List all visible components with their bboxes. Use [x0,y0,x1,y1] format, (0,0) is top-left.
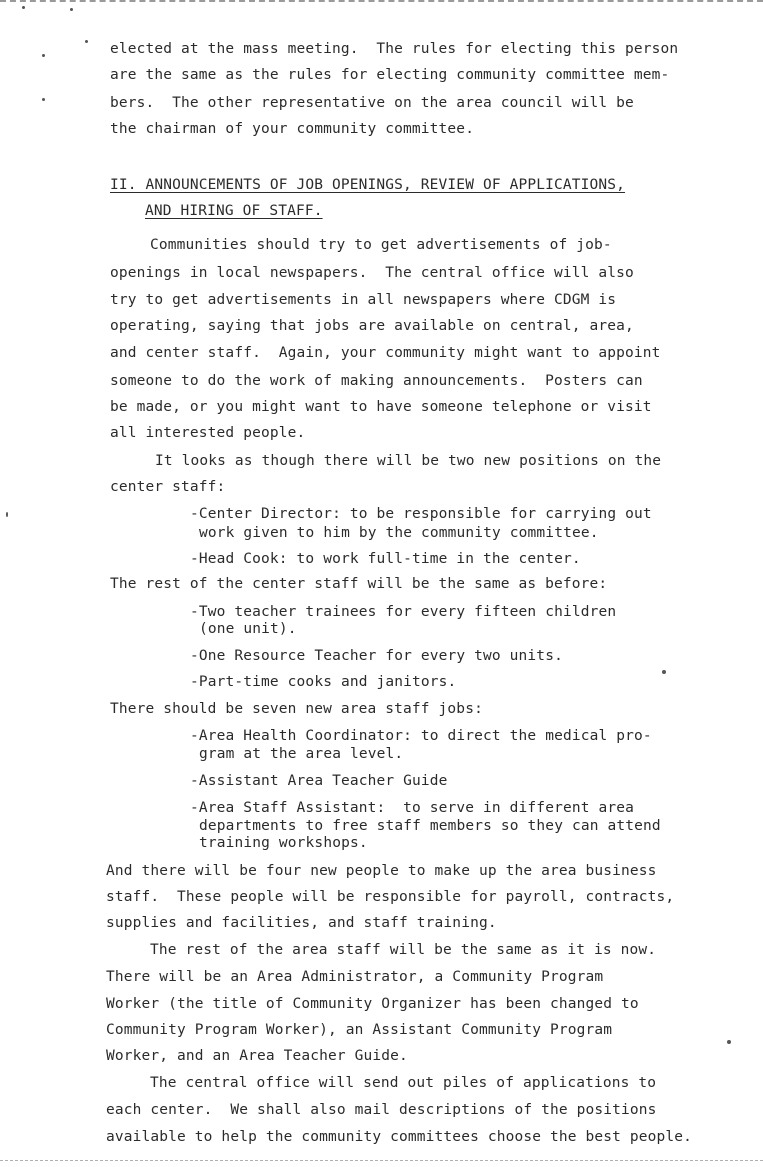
text-line: the chairman of your community committee. [110,121,475,137]
text-line: all interested people. [110,425,306,441]
text-line: There should be seven new area staff jobs: [110,701,483,717]
text-line: staff. These people will be responsible for payroll, contracts, [106,889,675,905]
text-line: each center. We shall also mail descriptions of the positions [106,1102,657,1118]
list-item: -Area Health Coordinator: to direct the medical pro- [190,728,652,744]
text-line: available to help the community committees choose the best people. [106,1129,693,1145]
list-item: gram at the area level. [199,746,404,762]
text-line: and center staff. Again, your community might want to appoint [110,345,661,361]
list-item: -Head Cook: to work full-time in the center. [190,551,581,567]
list-item: -Two teacher trainees for every fifteen children [190,604,617,620]
list-item: work given to him by the community committee. [199,525,599,541]
scan-speck [6,512,8,517]
text-line: It looks as though there will be two new positions on the [155,453,662,469]
text-line: center staff: [110,479,226,495]
list-item: departments to free staff members so they can attend [199,818,661,834]
top-page-edge [0,0,763,6]
scan-speck [42,54,45,57]
text-line: elected at the mass meeting. The rules for electing this person [110,41,679,57]
text-line: And there will be four new people to make up the area business [106,863,657,879]
list-item: -Center Director: to be responsible for carrying out [190,506,652,522]
text-line: someone to do the work of making announcements. Posters can [110,373,643,389]
text-line: operating, saying that jobs are available on central, area, [110,318,634,334]
list-item: -Part-time cooks and janitors. [190,674,457,690]
text-line: are the same as the rules for electing community committee mem- [110,67,670,83]
scan-speck [42,98,45,101]
text-line: Worker, and an Area Teacher Guide. [106,1048,408,1064]
list-item: -One Resource Teacher for every two units. [190,648,563,664]
scan-speck [662,670,666,674]
text-line: try to get advertisements in all newspapers where CDGM is [110,292,617,308]
list-item: (one unit). [199,621,297,637]
text-line: The central office will send out piles of applications to [150,1075,657,1091]
text-line: Communities should try to get advertisements of job- [150,237,612,253]
text-line: bers. The other representative on the area council will be [110,95,634,111]
list-item: -Assistant Area Teacher Guide [190,773,448,789]
list-item: -Area Staff Assistant: to serve in different area [190,800,634,816]
section-heading: II. ANNOUNCEMENTS OF JOB OPENINGS, REVIEW OF APPLICATIONS, [110,177,626,193]
text-line: There will be an Area Administrator, a Community Program [106,969,604,985]
section-heading: AND HIRING OF STAFF. [145,203,323,219]
text-line: The rest of the area staff will be the same as it is now. [150,942,657,958]
text-line: openings in local newspapers. The central office will also [110,265,634,281]
text-line: Community Program Worker), an Assistant Community Program [106,1022,613,1038]
scan-speck [85,40,88,43]
text-line: The rest of the center staff will be the same as before: [110,576,608,592]
scan-speck [727,1040,731,1044]
scan-speck [22,6,25,9]
text-line: be made, or you might want to have someone telephone or visit [110,399,652,415]
list-item: training workshops. [199,835,368,851]
scan-speck [70,8,73,11]
text-line: Worker (the title of Community Organizer has been changed to [106,996,639,1012]
bottom-page-edge [0,1160,763,1163]
text-line: supplies and facilities, and staff training. [106,915,497,931]
